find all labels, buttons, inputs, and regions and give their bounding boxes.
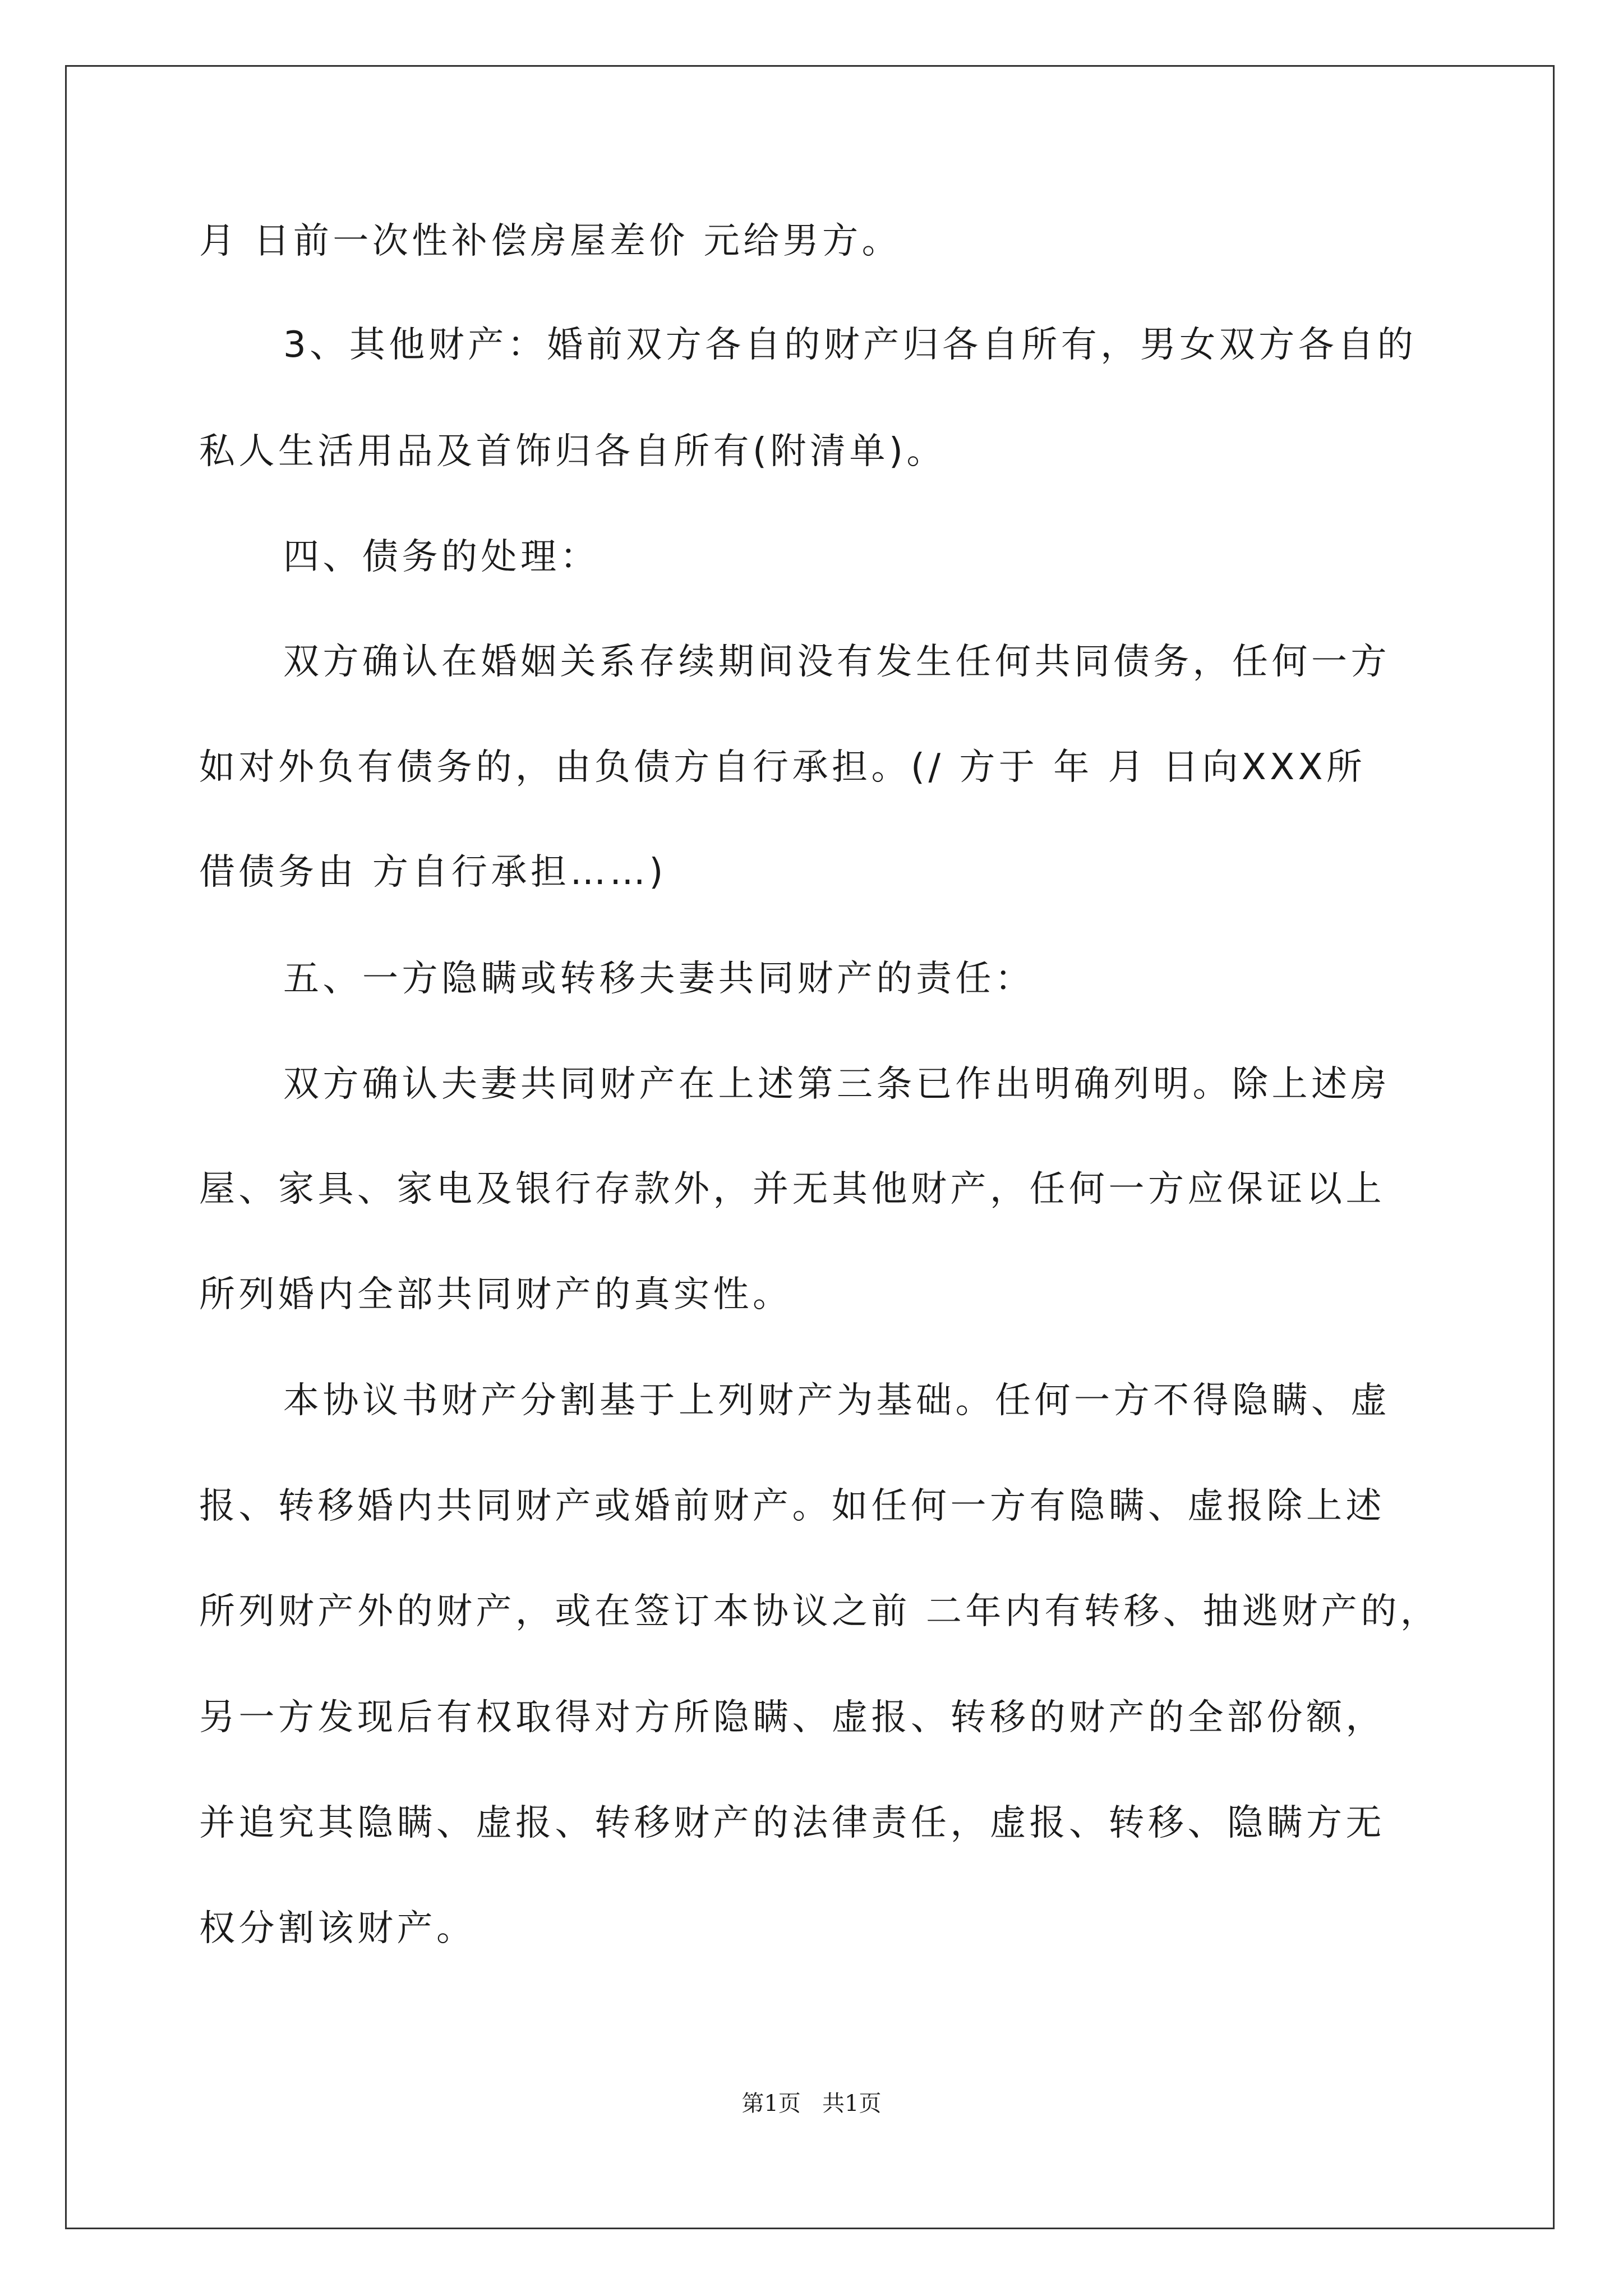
text-line: 报、转移婚内共同财产或婚前财产。如任何一方有隐瞒、虚报除上述 bbox=[199, 1485, 1385, 1527]
text-line: 月 日前一次性补偿房屋差价 元给男方。 bbox=[199, 220, 902, 262]
text-line: 3、其他财产：婚前双方各自的财产归各自所有，男女双方各自的 bbox=[283, 324, 1417, 366]
section-heading: 四、债务的处理： bbox=[283, 536, 600, 578]
text-line: 双方确认在婚姻关系存续期间没有发生任何共同债务，任何一方 bbox=[283, 641, 1390, 683]
text-line: 本协议书财产分割基于上列财产为基础。任何一方不得隐瞒、虚 bbox=[283, 1380, 1390, 1421]
section-heading: 五、一方隐瞒或转移夫妻共同财产的责任： bbox=[283, 958, 1035, 1000]
text-line: 私人生活用品及首饰归各自所有(附清单)。 bbox=[199, 431, 946, 472]
text-line: 如对外负有债务的，由负债方自行承担。(/ 方于 年 月 日向XXX所 bbox=[199, 747, 1366, 788]
text-line: 所列婚内全部共同财产的真实性。 bbox=[199, 1274, 792, 1315]
text-line: 借债务由 方自行承担……) bbox=[199, 852, 667, 893]
text-line: 并追究其隐瞒、虚报、转移财产的法律责任，虚报、转移、隐瞒方无 bbox=[199, 1802, 1385, 1844]
text-line: 所列财产外的财产，或在签订本协议之前 二年内有转移、抽逃财产的， bbox=[199, 1591, 1440, 1632]
text-line: 屋、家具、家电及银行存款外，并无其他财产，任何一方应保证以上 bbox=[199, 1168, 1385, 1210]
text-line: 双方确认夫妻共同财产在上述第三条已作出明确列明。除上述房 bbox=[283, 1064, 1390, 1105]
page-footer: 第1页 共1页 bbox=[741, 2091, 882, 2116]
text-line: 权分割该财产。 bbox=[199, 1908, 476, 1949]
text-line: 另一方发现后有权取得对方所隐瞒、虚报、转移的财产的全部份额， bbox=[199, 1697, 1385, 1738]
